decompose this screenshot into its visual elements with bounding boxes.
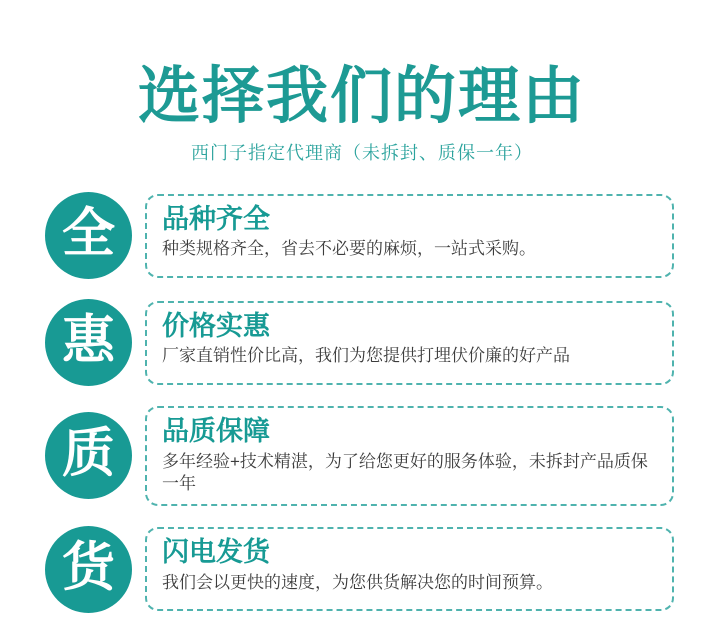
feature-description: 种类规格齐全，省去不必要的麻烦，一站式采购。	[162, 239, 536, 259]
badge-character: 惠	[62, 311, 115, 371]
feature-card	[145, 406, 674, 506]
feature-heading: 闪电发货	[162, 537, 270, 568]
page-title: 选择我们的理由	[137, 59, 586, 132]
variety-badge	[45, 192, 132, 279]
feature-card	[145, 194, 674, 278]
badge-character: 全	[62, 204, 115, 264]
badge-character: 质	[62, 424, 115, 484]
feature-heading: 品种齐全	[162, 203, 270, 234]
shipping-badge	[45, 526, 132, 613]
feature-item-quality	[45, 406, 674, 506]
section-header	[0, 0, 724, 165]
feature-list	[0, 192, 724, 613]
feature-card	[145, 527, 674, 611]
feature-heading: 价格实惠	[162, 310, 270, 341]
badge-character: 货	[62, 537, 115, 597]
quality-badge	[45, 412, 132, 499]
page-subtitle: 西门子指定代理商（未拆封、质保一年）	[191, 143, 533, 164]
feature-heading: 品质保障	[162, 416, 270, 447]
feature-item-price	[45, 299, 674, 386]
feature-description: 厂家直销性价比高，我们为您提供打埋伏价廉的好产品	[162, 346, 570, 366]
feature-item-variety	[45, 192, 674, 279]
feature-card	[145, 301, 674, 385]
feature-item-shipping	[45, 526, 674, 613]
feature-description: 多年经验+技术精湛，为了给您更好的服务体验，未拆封产品质保一年	[162, 451, 648, 493]
price-badge	[45, 299, 132, 386]
feature-description: 我们会以更快的速度，为您供货解决您的时间预算。	[162, 572, 553, 592]
